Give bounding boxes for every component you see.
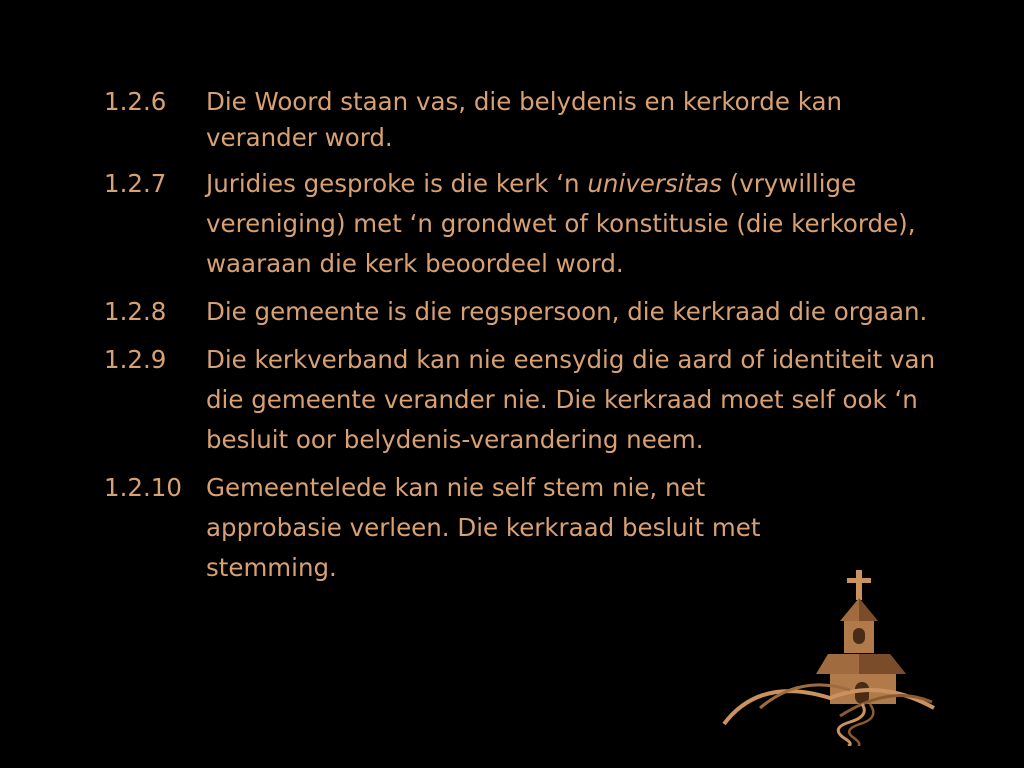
list-item bbox=[104, 340, 944, 460]
list-item bbox=[104, 84, 944, 156]
item-number: 1.2.6 bbox=[104, 87, 167, 116]
item-number: 1.2.9 bbox=[104, 345, 167, 374]
item-text: Gemeentelede kan nie self stem nie, net approbasie verleen. Die kerkraad besluit met stemming. bbox=[206, 473, 761, 582]
item-text bbox=[206, 164, 944, 284]
item-text-end: (vrywillige vereniging) met ‘n grondwet of konstitusie (die kerkorde), waaraan die kerk beoordeel word. bbox=[206, 169, 916, 278]
item-text: Die Woord staan vas, die belydenis en kerkorde kan verander word. bbox=[206, 87, 843, 152]
numbered-list bbox=[104, 84, 944, 596]
item-number: 1.2.7 bbox=[104, 169, 167, 198]
item-number: 1.2.10 bbox=[104, 473, 182, 502]
item-number: 1.2.8 bbox=[104, 297, 167, 326]
list-item bbox=[104, 292, 944, 332]
item-text: Die kerkverband kan nie eensydig die aard of identiteit van die gemeente verander nie. Die kerkraad moet self ook ‘n besluit oor belydenis-verandering neem. bbox=[206, 345, 936, 454]
item-text-italic: universitas bbox=[587, 169, 722, 198]
list-item bbox=[104, 164, 944, 284]
item-text-start: Juridies gesproke is die kerk ‘n bbox=[206, 169, 588, 198]
church-on-hill-icon bbox=[720, 566, 942, 746]
item-text: Die gemeente is die regspersoon, die kerkraad die orgaan. bbox=[206, 297, 928, 326]
